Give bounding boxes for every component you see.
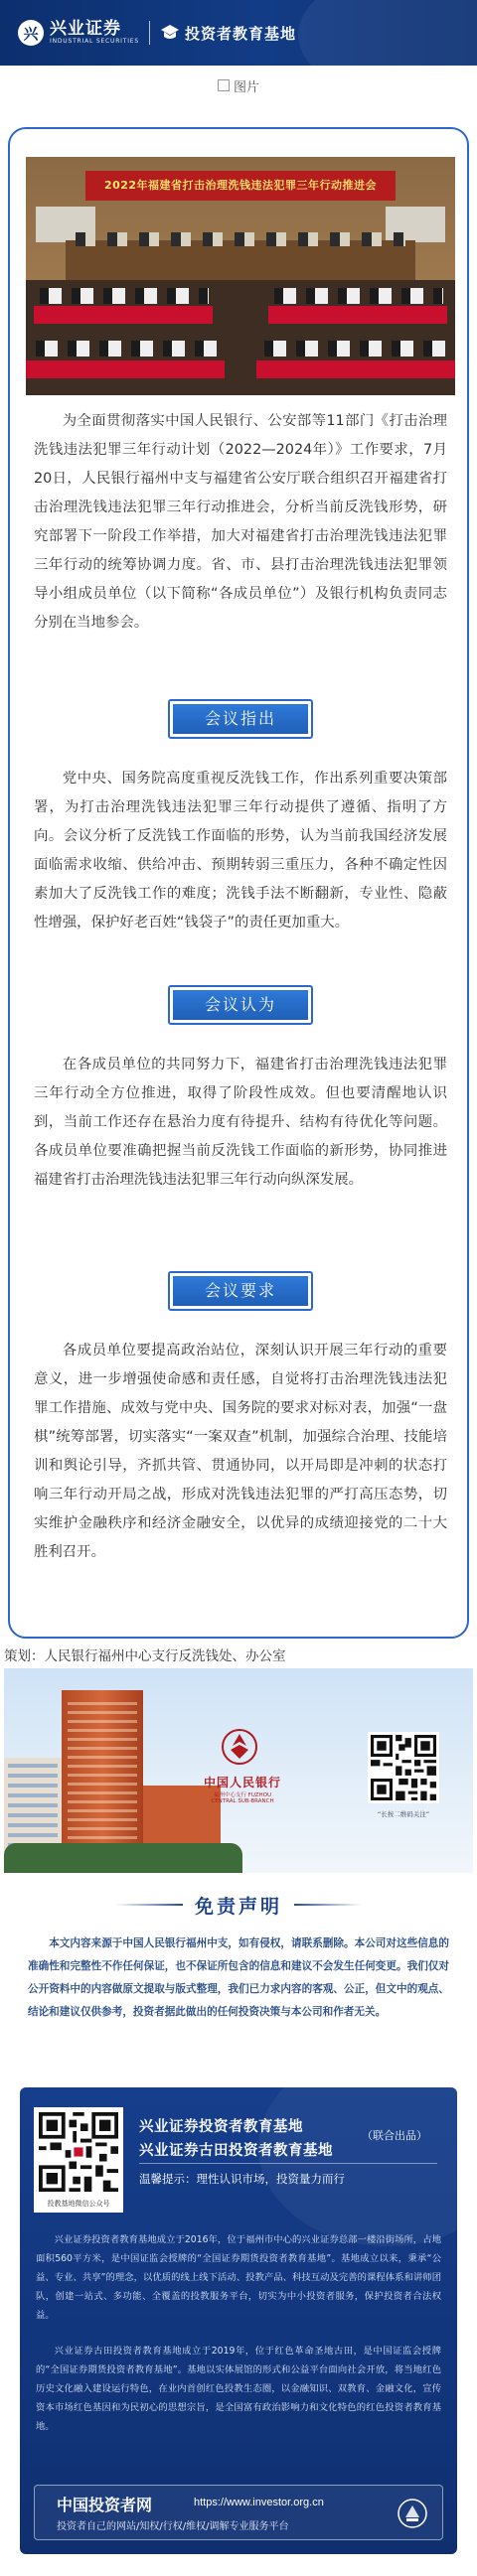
section-paragraph: 各成员单位要提高政治站位，深刻认识开展三年行动的重要意义，进一步增强使命感和责任感，自觉将打击治理洗钱违法犯罪工作措施、成效与党中央、国务院的要求对标对表，加强“一盘棋”统筹部署，切实落实“一案双查”机制，加强综合治理、技能培训和舆论引导，齐抓共管、贯通协同，以开局即是冲刺的状态打响三年行动开局之战，形成对洗钱违法犯罪的严打高压态势，切实维护金融秩序和经济金融安全，以优异的成绩迎接党的二十大胜利召开。	[34, 1343, 447, 1560]
brand-name-cn: 兴业证券	[50, 18, 121, 39]
photo-attendees-row	[40, 288, 209, 304]
base-intro-paragraph: 兴业证券古田投资者教育基地成立于2019年，位于红色革命圣地古田，是中国证监会授牌的“全国证券期货投资者教育基地”。基地以实体展馆的形式和公益平台面向社会开放，将当地红色历史文化融入建设运行特色，在业内首创红色投教生态圈，以金融知识、双教育、金融文化，宣传资本市场红色基因和为民初心的思想宗旨，是全国富有政治影响力和文化特色的红色投资者教育基地。	[36, 2346, 441, 2432]
section-title: 会议要求	[173, 1276, 308, 1306]
article-credit: 策划：人民银行福州中心支行反洗钱处、办公室	[4, 1648, 286, 1664]
photo-table	[268, 306, 447, 324]
pboc-name: 中国人民银行	[203, 1776, 281, 1789]
qr-code-icon	[371, 1735, 436, 1800]
image-placeholder	[0, 66, 477, 105]
photo-attendees-row	[36, 341, 225, 357]
disclaimer-title: 免责声明	[194, 1895, 282, 1918]
education-base-name-1: 兴业证券投资者教育基地	[139, 2119, 303, 2135]
disclaimer-header	[0, 1883, 477, 1927]
section-title-box	[168, 985, 313, 1025]
pboc-branch-name: 福州中心支行 FUZHOU CENTRAL SUB-BRANCH	[211, 1792, 274, 1804]
disclaimer-text: 本文内容来源于中国人民银行福州中支，如有侵权，请联系删除。本公司对这些信息的准确性和完整性不作任何保证，也不保证所包含的信息和建议不会发生任何变更。我们仅对公开资料中的内容做原文提取与版式整理，我们已力求内容的客观、公正，但文中的观点、结论和建议仅供参考，投资者据此做出的任何投资决策与本公司和作者无关。	[28, 1937, 449, 2018]
investor-network-banner[interactable]	[34, 2485, 443, 2540]
investor-network-tagline: 投资者自己的网站/知权/行权/维权/调解专业服务平台	[57, 2521, 289, 2532]
pboc-logo-icon	[221, 1728, 258, 1766]
wechat-qr-box[interactable]	[34, 2107, 123, 2213]
photo-table	[34, 306, 213, 324]
photo-meeting-banner: 2022年福建省打击治理洗钱违法犯罪三年行动推进会	[85, 171, 396, 201]
joint-production-label: （联合出品）	[362, 2129, 427, 2142]
brand-block	[50, 18, 139, 45]
section-title-box	[168, 1271, 313, 1311]
article-intro-paragraph: 为全面贯彻落实中国人民银行、公安部等11部门《打击治理洗钱违法犯罪三年行动计划（2022—2024年）》工作要求，7月20日，人民银行福州中支与福建省公安厅联合组织召开福建省打击治理洗钱违法犯罪三年行动推进会，分析当前反洗钱形势，研究部署下一阶段工作举措，加大对福建省打击治理洗钱违法犯罪三年行动的统筹协调力度。省、市、县打击治理洗钱违法犯罪领导小组成员单位（以下简称“各成员单位”）及银行机构负责同志分别在当地参会。	[34, 413, 447, 631]
investor-network-url[interactable]: https://www.investor.org.cn	[194, 2497, 324, 2508]
photo-dais-attendees	[76, 232, 405, 246]
disclaimer-rule-left	[115, 1904, 183, 1906]
photo-dais	[66, 240, 415, 280]
photo-attendees-row	[264, 341, 453, 357]
education-base-title: 投资者教育基地	[185, 24, 297, 43]
qr-code-icon	[39, 2112, 118, 2192]
investor-network-emblem-icon	[397, 2498, 428, 2529]
disclaimer-rule-right	[294, 1904, 362, 1906]
broken-image-icon	[218, 79, 230, 91]
wechat-qr-caption: 投教基地微信公众号	[47, 2200, 110, 2208]
article-frame	[8, 127, 469, 1639]
section-title-box	[168, 699, 313, 739]
education-base-name-2: 兴业证券古田投资者教育基地	[139, 2143, 333, 2159]
poster-trees	[4, 1843, 242, 1873]
photo-table	[256, 360, 455, 378]
section-paragraph: 党中央、国务院高度重视反洗钱工作，作出系列重要决策部署，为打击治理洗钱违法犯罪三年行动提供了遵循、指明了方向。会议分析了反洗钱工作面临的形势，认为当前我国经济发展面临需求收缩、供给冲击、预期转弱三重压力，各种不确定性因素加大了反洗钱工作的难度；洗钱手法不断翻新，专业性、隐蔽性增强，保护好老百姓“钱袋子”的责任更加重大。	[34, 771, 447, 930]
base-intro-paragraph: 兴业证券投资者教育基地成立于2016年，位于福州市中心的兴业证券总部一楼沿街场所，占地面积560平方米，是中国证监会授牌的“全国证券期货投资者教育基地”。基地成立以来，秉承“公益、专业、共享”的理念，以优质的线上线下活动、投教产品、科技互动及完善的课程体系和讲师团队，创建一站式、多功能、全覆盖的投教服务平台，切实为中小投资者服务，保护投资者合法权益。	[36, 2234, 441, 2321]
investor-education-card	[20, 2087, 457, 2554]
section-title: 会议指出	[173, 704, 308, 734]
poster-qr-caption: “长按二维码关注”	[377, 1810, 430, 1818]
section-title: 会议认为	[173, 990, 308, 1020]
card-divider	[139, 2163, 437, 2164]
education-base-icon	[160, 24, 180, 42]
pboc-poster	[4, 1668, 473, 1873]
header-divider	[149, 21, 150, 45]
investor-network-title: 中国投资者网	[57, 2496, 153, 2514]
industrial-securities-logo-icon: 兴	[18, 20, 44, 46]
section-paragraph: 在各成员单位的共同努力下，福建省打击治理洗钱违法犯罪三年行动全方位推进，取得了阶段性成效。但也要清醒地认识到，当前工作还存在悬治力度有待提升、结构有待优化等问题。各成员单位要准确把握当前反洗钱工作面临的新形势，协同推进福建省打击治理洗钱违法犯罪三年行动向纵深发展。	[34, 1057, 447, 1188]
risk-reminder: 温馨提示：理性认识市场，投资量力而行	[139, 2172, 345, 2186]
meeting-photo	[26, 157, 455, 395]
brand-name-en: INDUSTRIAL SECURITIES	[50, 37, 139, 45]
photo-attendees-row	[274, 288, 443, 304]
photo-table	[26, 360, 225, 378]
image-placeholder-label: 图片	[233, 78, 259, 94]
header-banner	[0, 0, 477, 66]
poster-qr-code[interactable]	[368, 1732, 439, 1803]
